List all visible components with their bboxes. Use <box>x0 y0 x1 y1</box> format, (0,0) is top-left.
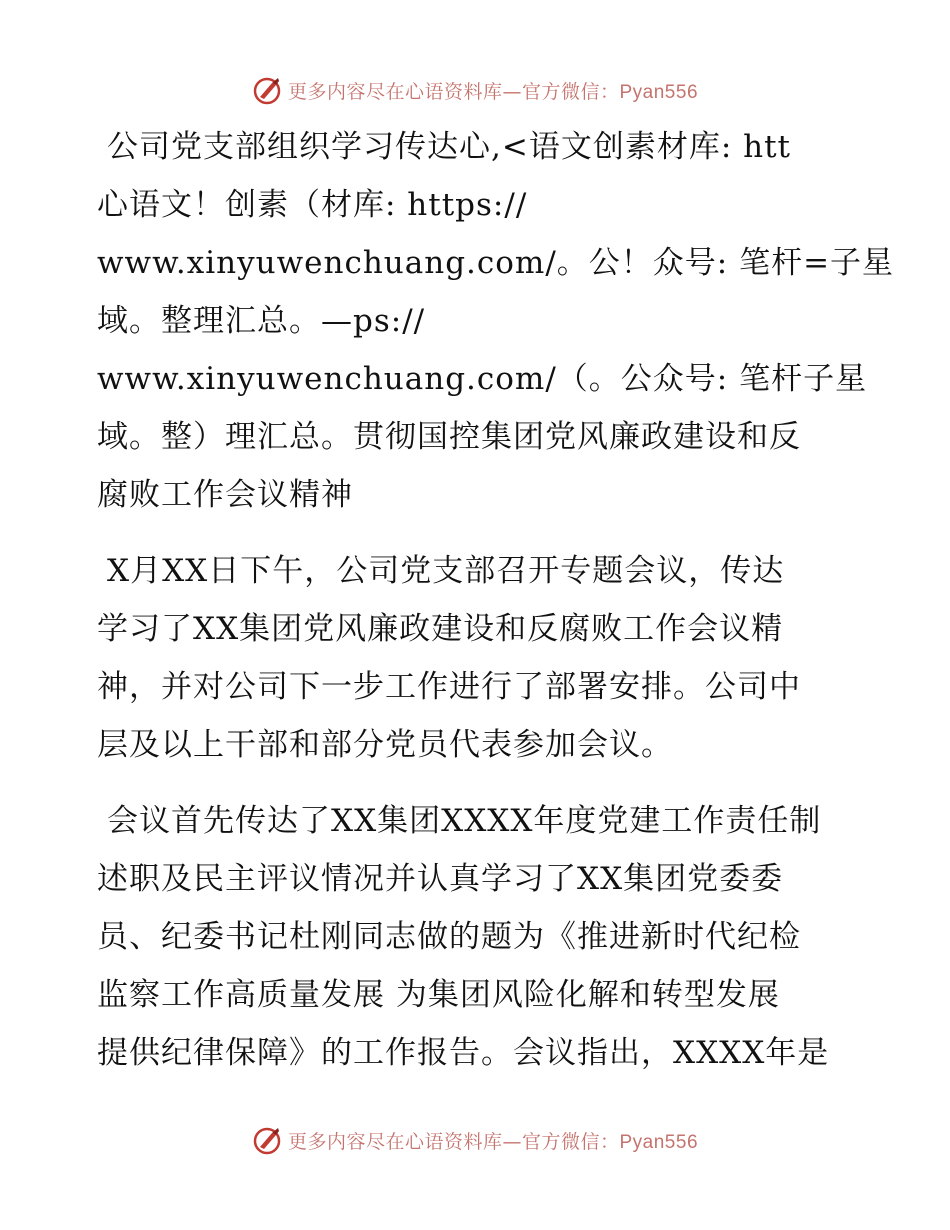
pen-circle-logo-icon <box>252 75 282 105</box>
footer-banner <box>0 1123 950 1157</box>
text-line: www.xinyuwenchuang.com/（。公众号: 笔杆子星 <box>97 361 868 397</box>
text-line: 心语文！创素（材库: https:// <box>97 187 528 223</box>
paragraph-3 <box>97 792 857 1082</box>
text-line: X月XX日下午，公司党支部召开专题会议，传达 <box>107 553 785 589</box>
text-line: 域。整）理汇总。贯彻国控集团党风廉政建设和反 <box>97 419 801 455</box>
text-line: 会议首先传达了XX集团XXXX年度党建工作责任制 <box>107 803 822 839</box>
banner-text: 更多内容尽在心语资料库—官方微信：Pyan556 <box>287 1130 699 1153</box>
text-line: 腐败工作会议精神 <box>97 477 353 513</box>
text-line: 层及以上干部和部分党员代表参加会议。 <box>97 727 673 763</box>
text-line: www.xinyuwenchuang.com/。公！众号: 笔杆=子星 <box>97 245 895 281</box>
text-line: 学习了XX集团党风廉政建设和反腐败工作会议精 <box>97 611 784 647</box>
text-line: 监察工作高质量发展 为集团风险化解和转型发展 <box>97 977 780 1013</box>
text-line: 提供纪律保障》的工作报告。会议指出，XXXX年是 <box>97 1035 830 1071</box>
paragraph-2 <box>97 542 857 774</box>
pen-circle-logo-icon <box>252 1125 282 1155</box>
document-body <box>97 118 895 1100</box>
text-line: 域。整理汇总。—ps:// <box>97 303 426 339</box>
text-line: 述职及民主评议情况并认真学习了XX集团党委委 <box>97 861 784 897</box>
text-line: 神，并对公司下一步工作进行了部署安排。公司中 <box>97 669 801 705</box>
header-banner <box>0 73 950 107</box>
paragraph-1 <box>97 118 895 524</box>
text-line: 员、纪委书记杜刚同志做的题为《推进新时代纪检 <box>97 919 801 955</box>
text-line: 公司党支部组织学习传达心,<语文创素材库: htt <box>107 129 792 165</box>
banner-text: 更多内容尽在心语资料库—官方微信：Pyan556 <box>287 80 699 103</box>
